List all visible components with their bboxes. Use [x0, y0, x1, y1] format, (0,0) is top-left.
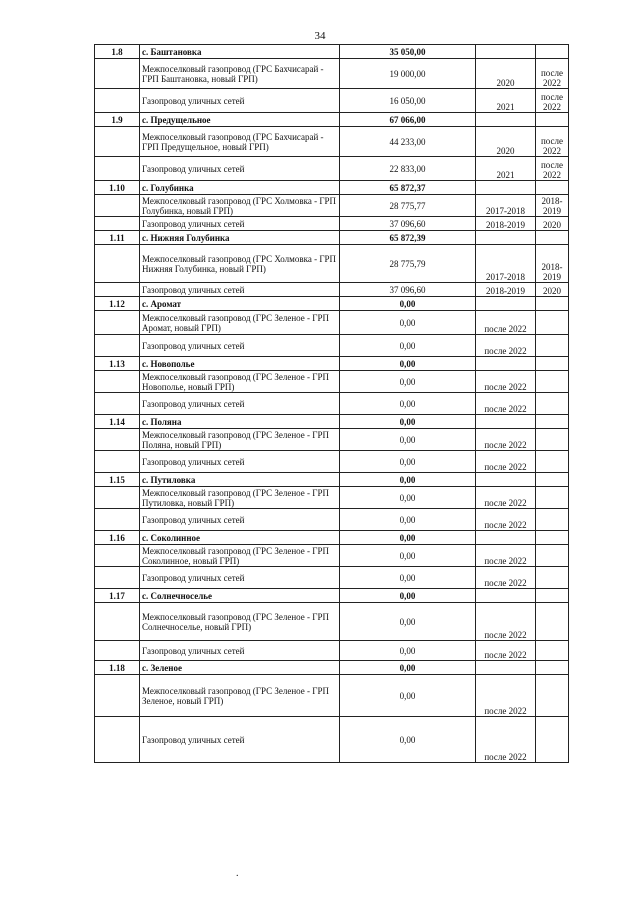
item-name: Газопровод уличных сетей — [140, 217, 340, 231]
item-number-empty — [95, 603, 140, 641]
section-row — [95, 473, 569, 487]
item-start-year: после 2022 — [476, 487, 536, 509]
item-row — [95, 311, 569, 335]
section-year1-empty — [476, 357, 536, 371]
section-year2-empty — [536, 357, 569, 371]
scan-dot: . — [236, 868, 239, 879]
item-start-year: 2021 — [476, 89, 536, 113]
section-row — [95, 113, 569, 127]
section-row — [95, 661, 569, 675]
item-row — [95, 429, 569, 451]
item-row — [95, 603, 569, 641]
item-end-year — [536, 451, 569, 473]
section-row — [95, 231, 569, 245]
item-amount: 0,00 — [340, 603, 476, 641]
item-start-year: после 2022 — [476, 335, 536, 357]
item-name: Газопровод уличных сетей — [140, 89, 340, 113]
section-title: с. Поляна — [140, 415, 340, 429]
item-row — [95, 451, 569, 473]
item-name: Межпоселковый газопровод (ГРС Зеленое - ГРП Солнечноселье, новый ГРП) — [140, 603, 340, 641]
item-number-empty — [95, 487, 140, 509]
item-row — [95, 157, 569, 181]
item-number-empty — [95, 157, 140, 181]
section-year2-empty — [536, 45, 569, 59]
item-name: Межпоселковый газопровод (ГРС Зеленое - ГРП Аромат, новый ГРП) — [140, 311, 340, 335]
item-amount: 44 233,00 — [340, 127, 476, 157]
item-number-empty — [95, 217, 140, 231]
item-start-year: после 2022 — [476, 603, 536, 641]
item-start-year: 2018-2019 — [476, 283, 536, 297]
item-end-year: после 2022 — [536, 157, 569, 181]
section-year1-empty — [476, 297, 536, 311]
item-row — [95, 675, 569, 717]
item-end-year — [536, 429, 569, 451]
section-title: с. Солнечноселье — [140, 589, 340, 603]
item-name: Межпоселковый газопровод (ГРС Холмовка - ГРП Голубинка, новый ГРП) — [140, 195, 340, 217]
item-end-year: после 2022 — [536, 59, 569, 89]
item-name: Газопровод уличных сетей — [140, 393, 340, 415]
section-year1-empty — [476, 473, 536, 487]
item-amount: 28 775,79 — [340, 245, 476, 283]
section-row — [95, 181, 569, 195]
section-number: 1.15 — [95, 473, 140, 487]
item-name: Газопровод уличных сетей — [140, 641, 340, 661]
item-row — [95, 717, 569, 763]
item-name: Газопровод уличных сетей — [140, 509, 340, 531]
item-name: Газопровод уличных сетей — [140, 283, 340, 297]
item-name: Газопровод уличных сетей — [140, 335, 340, 357]
section-number: 1.12 — [95, 297, 140, 311]
item-number-empty — [95, 245, 140, 283]
section-year2-empty — [536, 297, 569, 311]
section-title: с. Аромат — [140, 297, 340, 311]
section-total: 0,00 — [340, 415, 476, 429]
item-row — [95, 641, 569, 661]
section-row — [95, 45, 569, 59]
section-year2-empty — [536, 589, 569, 603]
item-start-year: после 2022 — [476, 393, 536, 415]
item-number-empty — [95, 509, 140, 531]
item-name: Межпоселковый газопровод (ГРС Зеленое - ГРП Соколинное, новый ГРП) — [140, 545, 340, 567]
item-name: Межпоселковый газопровод (ГРС Холмовка - ГРП Нижняя Голубинка, новый ГРП) — [140, 245, 340, 283]
section-row — [95, 415, 569, 429]
item-name: Межпоселковый газопровод (ГРС Бахчисарай - ГРП Баштановка, новый ГРП) — [140, 59, 340, 89]
item-number-empty — [95, 641, 140, 661]
item-start-year: 2020 — [476, 59, 536, 89]
item-start-year: после 2022 — [476, 545, 536, 567]
section-total: 0,00 — [340, 297, 476, 311]
item-start-year: после 2022 — [476, 311, 536, 335]
item-number-empty — [95, 195, 140, 217]
section-year2-empty — [536, 531, 569, 545]
item-row — [95, 89, 569, 113]
item-amount: 0,00 — [340, 393, 476, 415]
item-amount: 0,00 — [340, 311, 476, 335]
item-number-empty — [95, 429, 140, 451]
item-end-year: 2018-2019 — [536, 195, 569, 217]
item-start-year: после 2022 — [476, 641, 536, 661]
section-year1-empty — [476, 415, 536, 429]
item-amount: 0,00 — [340, 717, 476, 763]
item-amount: 37 096,60 — [340, 217, 476, 231]
item-start-year: 2017-2018 — [476, 245, 536, 283]
item-start-year: 2018-2019 — [476, 217, 536, 231]
item-name: Межпоселковый газопровод (ГРС Зеленое - ГРП Зеленое, новый ГРП) — [140, 675, 340, 717]
section-total: 0,00 — [340, 589, 476, 603]
item-start-year: после 2022 — [476, 371, 536, 393]
section-year1-empty — [476, 181, 536, 195]
item-amount: 0,00 — [340, 335, 476, 357]
item-number-empty — [95, 311, 140, 335]
section-number: 1.11 — [95, 231, 140, 245]
item-amount: 0,00 — [340, 451, 476, 473]
section-title: с. Предущельное — [140, 113, 340, 127]
item-start-year: после 2022 — [476, 717, 536, 763]
item-row — [95, 245, 569, 283]
item-row — [95, 195, 569, 217]
item-number-empty — [95, 451, 140, 473]
section-year2-empty — [536, 181, 569, 195]
item-end-year — [536, 603, 569, 641]
item-end-year: 2020 — [536, 283, 569, 297]
section-year1-empty — [476, 661, 536, 675]
section-title: с. Соколинное — [140, 531, 340, 545]
section-number: 1.16 — [95, 531, 140, 545]
section-year2-empty — [536, 113, 569, 127]
section-year1-empty — [476, 531, 536, 545]
section-title: с. Голубинка — [140, 181, 340, 195]
item-number-empty — [95, 283, 140, 297]
item-row — [95, 217, 569, 231]
item-start-year: после 2022 — [476, 429, 536, 451]
item-amount: 0,00 — [340, 675, 476, 717]
item-amount: 16 050,00 — [340, 89, 476, 113]
item-number-empty — [95, 675, 140, 717]
item-row — [95, 393, 569, 415]
item-row — [95, 509, 569, 531]
section-total: 0,00 — [340, 661, 476, 675]
item-number-empty — [95, 335, 140, 357]
page-number: 34 — [314, 30, 326, 42]
item-end-year — [536, 509, 569, 531]
item-end-year — [536, 311, 569, 335]
item-amount: 0,00 — [340, 487, 476, 509]
section-number: 1.8 — [95, 45, 140, 59]
item-end-year: 2020 — [536, 217, 569, 231]
item-amount: 37 096,60 — [340, 283, 476, 297]
item-end-year — [536, 717, 569, 763]
section-title: с. Баштановка — [140, 45, 340, 59]
item-start-year: 2017-2018 — [476, 195, 536, 217]
section-total: 65 872,39 — [340, 231, 476, 245]
item-row — [95, 283, 569, 297]
item-row — [95, 487, 569, 509]
section-total: 0,00 — [340, 357, 476, 371]
item-start-year: после 2022 — [476, 567, 536, 589]
item-name: Газопровод уличных сетей — [140, 567, 340, 589]
item-end-year: после 2022 — [536, 127, 569, 157]
item-end-year: 2018-2019 — [536, 245, 569, 283]
section-year2-empty — [536, 231, 569, 245]
item-end-year — [536, 545, 569, 567]
item-name: Газопровод уличных сетей — [140, 451, 340, 473]
table-body — [95, 45, 569, 763]
item-number-empty — [95, 127, 140, 157]
item-number-empty — [95, 89, 140, 113]
item-name: Газопровод уличных сетей — [140, 157, 340, 181]
item-row — [95, 567, 569, 589]
item-end-year — [536, 393, 569, 415]
item-row — [95, 335, 569, 357]
section-title: с. Нижняя Голубинка — [140, 231, 340, 245]
section-number: 1.9 — [95, 113, 140, 127]
section-title: с. Новополье — [140, 357, 340, 371]
item-end-year — [536, 487, 569, 509]
item-start-year: после 2022 — [476, 675, 536, 717]
section-year1-empty — [476, 113, 536, 127]
section-title: с. Путиловка — [140, 473, 340, 487]
section-title: с. Зеленое — [140, 661, 340, 675]
section-year1-empty — [476, 231, 536, 245]
item-end-year — [536, 641, 569, 661]
section-total: 0,00 — [340, 531, 476, 545]
item-end-year — [536, 567, 569, 589]
item-name: Газопровод уличных сетей — [140, 717, 340, 763]
item-number-empty — [95, 59, 140, 89]
item-name: Межпоселковый газопровод (ГРС Зеленое - ГРП Путиловка, новый ГРП) — [140, 487, 340, 509]
item-amount: 28 775,77 — [340, 195, 476, 217]
item-name: Межпоселковый газопровод (ГРС Бахчисарай - ГРП Предущельное, новый ГРП) — [140, 127, 340, 157]
section-number: 1.14 — [95, 415, 140, 429]
section-row — [95, 531, 569, 545]
section-total: 0,00 — [340, 473, 476, 487]
item-end-year — [536, 675, 569, 717]
section-year1-empty — [476, 589, 536, 603]
item-amount: 19 000,00 — [340, 59, 476, 89]
item-row — [95, 545, 569, 567]
section-total: 65 872,37 — [340, 181, 476, 195]
item-number-empty — [95, 393, 140, 415]
item-name: Межпоселковый газопровод (ГРС Зеленое - ГРП Новополье, новый ГРП) — [140, 371, 340, 393]
item-amount: 0,00 — [340, 641, 476, 661]
item-row — [95, 127, 569, 157]
item-end-year — [536, 371, 569, 393]
section-number: 1.17 — [95, 589, 140, 603]
section-year1-empty — [476, 45, 536, 59]
item-end-year — [536, 335, 569, 357]
section-number: 1.13 — [95, 357, 140, 371]
section-row — [95, 589, 569, 603]
item-amount: 0,00 — [340, 567, 476, 589]
item-row — [95, 371, 569, 393]
item-amount: 0,00 — [340, 545, 476, 567]
section-row — [95, 357, 569, 371]
section-total: 35 050,00 — [340, 45, 476, 59]
item-row — [95, 59, 569, 89]
section-total: 67 066,00 — [340, 113, 476, 127]
item-amount: 0,00 — [340, 371, 476, 393]
section-year2-empty — [536, 415, 569, 429]
item-start-year: 2020 — [476, 127, 536, 157]
item-start-year: после 2022 — [476, 451, 536, 473]
item-start-year: после 2022 — [476, 509, 536, 531]
item-name: Межпоселковый газопровод (ГРС Зеленое - ГРП Поляна, новый ГРП) — [140, 429, 340, 451]
section-year2-empty — [536, 661, 569, 675]
item-number-empty — [95, 567, 140, 589]
section-number: 1.10 — [95, 181, 140, 195]
item-amount: 22 833,00 — [340, 157, 476, 181]
item-number-empty — [95, 717, 140, 763]
item-amount: 0,00 — [340, 509, 476, 531]
item-start-year: 2021 — [476, 157, 536, 181]
section-year2-empty — [536, 473, 569, 487]
gasification-table — [94, 44, 569, 763]
item-amount: 0,00 — [340, 429, 476, 451]
item-number-empty — [95, 545, 140, 567]
section-row — [95, 297, 569, 311]
section-number: 1.18 — [95, 661, 140, 675]
item-number-empty — [95, 371, 140, 393]
item-end-year: после 2022 — [536, 89, 569, 113]
